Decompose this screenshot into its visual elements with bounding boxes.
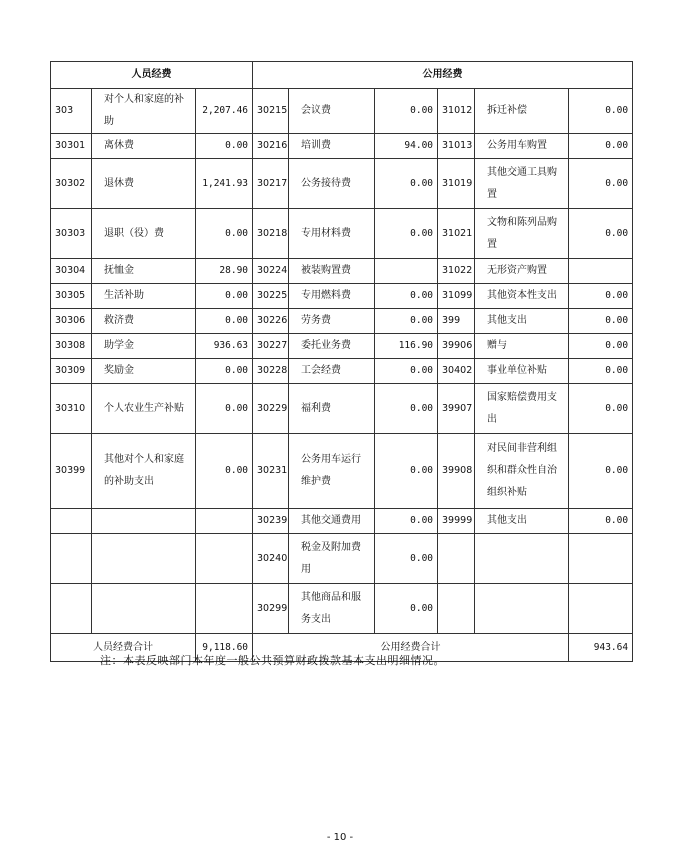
capital-amount: 0.00 [569,159,633,209]
capital-code: 31022 [438,259,475,284]
personnel-amount: 0.00 [196,134,253,159]
personnel-code: 30310 [51,384,92,434]
capital-item: 国家赔偿费用支出 [475,384,569,434]
capital-item: 其他交通工具购置 [475,159,569,209]
public-total-value: 943.64 [569,634,633,662]
personnel-code: 303 [51,89,92,134]
public-code: 30216 [253,134,289,159]
personnel-code [51,584,92,634]
capital-amount: 0.00 [569,134,633,159]
capital-code: 31012 [438,89,475,134]
capital-code: 31013 [438,134,475,159]
personnel-item: 离休费 [92,134,196,159]
capital-amount: 0.00 [569,359,633,384]
public-code: 30229 [253,384,289,434]
table-row [51,434,633,509]
personnel-amount: 0.00 [196,309,253,334]
public-amount: 0.00 [375,284,438,309]
public-code: 30228 [253,359,289,384]
public-item: 委托业务费 [289,334,375,359]
public-amount: 116.90 [375,334,438,359]
public-code: 30239 [253,509,289,534]
table-row [51,134,633,159]
public-code: 30231 [253,434,289,509]
capital-item: 对民间非营利组织和群众性自治组织补贴 [475,434,569,509]
table-row [51,584,633,634]
capital-code: 399 [438,309,475,334]
public-item: 公务接待费 [289,159,375,209]
page-number: - 10 - [326,832,354,843]
personnel-code: 30309 [51,359,92,384]
capital-item: 公务用车购置 [475,134,569,159]
personnel-code: 30303 [51,209,92,259]
capital-item: 文物和陈列品购置 [475,209,569,259]
personnel-code: 30306 [51,309,92,334]
capital-code [438,584,475,634]
public-item: 公务用车运行维护费 [289,434,375,509]
personnel-amount: 2,207.46 [196,89,253,134]
personnel-amount: 0.00 [196,384,253,434]
personnel-amount [196,509,253,534]
personnel-item: 救济费 [92,309,196,334]
public-amount: 0.00 [375,534,438,584]
public-item: 被装购置费 [289,259,375,284]
personnel-code [51,534,92,584]
capital-item [475,534,569,584]
personnel-amount: 0.00 [196,209,253,259]
capital-item: 赠与 [475,334,569,359]
capital-amount [569,259,633,284]
public-amount: 0.00 [375,384,438,434]
public-item: 劳务费 [289,309,375,334]
public-code: 30240 [253,534,289,584]
table-row [51,359,633,384]
public-amount: 0.00 [375,584,438,634]
personnel-total-label: 人员经费合计 [51,634,196,662]
capital-amount: 0.00 [569,209,633,259]
personnel-item: 助学金 [92,334,196,359]
personnel-item: 其他对个人和家庭的补助支出 [92,434,196,509]
capital-amount: 0.00 [569,284,633,309]
personnel-item [92,509,196,534]
capital-item: 其他支出 [475,509,569,534]
public-item: 福利费 [289,384,375,434]
capital-item [475,584,569,634]
public-amount: 0.00 [375,509,438,534]
personnel-code: 30308 [51,334,92,359]
public-item: 培训费 [289,134,375,159]
public-amount: 0.00 [375,89,438,134]
personnel-item [92,584,196,634]
capital-code: 31019 [438,159,475,209]
personnel-amount: 0.00 [196,434,253,509]
capital-item: 事业单位补贴 [475,359,569,384]
public-total-label: 公用经费合计 [253,634,569,662]
public-header: 公用经费 [253,62,633,89]
personnel-code: 30301 [51,134,92,159]
personnel-amount: 936.63 [196,334,253,359]
capital-code: 30402 [438,359,475,384]
capital-amount: 0.00 [569,89,633,134]
personnel-item: 抚恤金 [92,259,196,284]
public-item: 税金及附加费用 [289,534,375,584]
personnel-code: 30304 [51,259,92,284]
table-row [51,284,633,309]
personnel-item [92,534,196,584]
capital-code: 39907 [438,384,475,434]
public-code: 30225 [253,284,289,309]
public-code: 30217 [253,159,289,209]
capital-code: 39906 [438,334,475,359]
public-code: 30218 [253,209,289,259]
capital-code: 39908 [438,434,475,509]
capital-item: 其他支出 [475,309,569,334]
table-row [51,309,633,334]
public-code: 30226 [253,309,289,334]
personnel-item: 奖励金 [92,359,196,384]
header-row [51,62,633,89]
personnel-item: 生活补助 [92,284,196,309]
table-row [51,89,633,134]
personnel-header: 人员经费 [51,62,253,89]
personnel-code: 30305 [51,284,92,309]
public-code: 30215 [253,89,289,134]
table-row [51,534,633,584]
personnel-code: 30302 [51,159,92,209]
capital-amount: 0.00 [569,509,633,534]
personnel-item: 退职（役）费 [92,209,196,259]
capital-amount: 0.00 [569,384,633,434]
table-row [51,209,633,259]
public-code: 30227 [253,334,289,359]
capital-amount [569,534,633,584]
capital-code: 39999 [438,509,475,534]
personnel-code: 30399 [51,434,92,509]
capital-item: 无形资产购置 [475,259,569,284]
public-code: 30224 [253,259,289,284]
capital-code: 31021 [438,209,475,259]
table-row [51,259,633,284]
capital-amount: 0.00 [569,309,633,334]
personnel-amount: 0.00 [196,284,253,309]
expenditure-detail-table [50,61,633,662]
personnel-amount [196,584,253,634]
personnel-amount [196,534,253,584]
capital-item: 拆迁补偿 [475,89,569,134]
public-item: 专用材料费 [289,209,375,259]
table-row [51,509,633,534]
public-amount [375,259,438,284]
table-note: 注：本表反映部门本年度一般公共预算财政拨款基本支出明细情况。 [100,654,445,667]
capital-item: 其他资本性支出 [475,284,569,309]
personnel-amount: 28.90 [196,259,253,284]
table-row [51,159,633,209]
personnel-code [51,509,92,534]
public-amount: 94.00 [375,134,438,159]
public-amount: 0.00 [375,159,438,209]
personnel-item: 个人农业生产补贴 [92,384,196,434]
public-item: 其他交通费用 [289,509,375,534]
personnel-total-value: 9,118.60 [196,634,253,662]
table-row [51,384,633,434]
public-amount: 0.00 [375,309,438,334]
public-item: 会议费 [289,89,375,134]
capital-code [438,534,475,584]
public-item: 工会经费 [289,359,375,384]
personnel-amount: 1,241.93 [196,159,253,209]
public-code: 30299 [253,584,289,634]
public-amount: 0.00 [375,434,438,509]
personnel-item: 退休费 [92,159,196,209]
table-body [51,62,633,634]
table-row [51,334,633,359]
capital-amount [569,584,633,634]
public-amount: 0.00 [375,359,438,384]
capital-amount: 0.00 [569,434,633,509]
personnel-item: 对个人和家庭的补助 [92,89,196,134]
personnel-amount: 0.00 [196,359,253,384]
capital-amount: 0.00 [569,334,633,359]
public-amount: 0.00 [375,209,438,259]
public-item: 其他商品和服务支出 [289,584,375,634]
public-item: 专用燃料费 [289,284,375,309]
capital-code: 31099 [438,284,475,309]
